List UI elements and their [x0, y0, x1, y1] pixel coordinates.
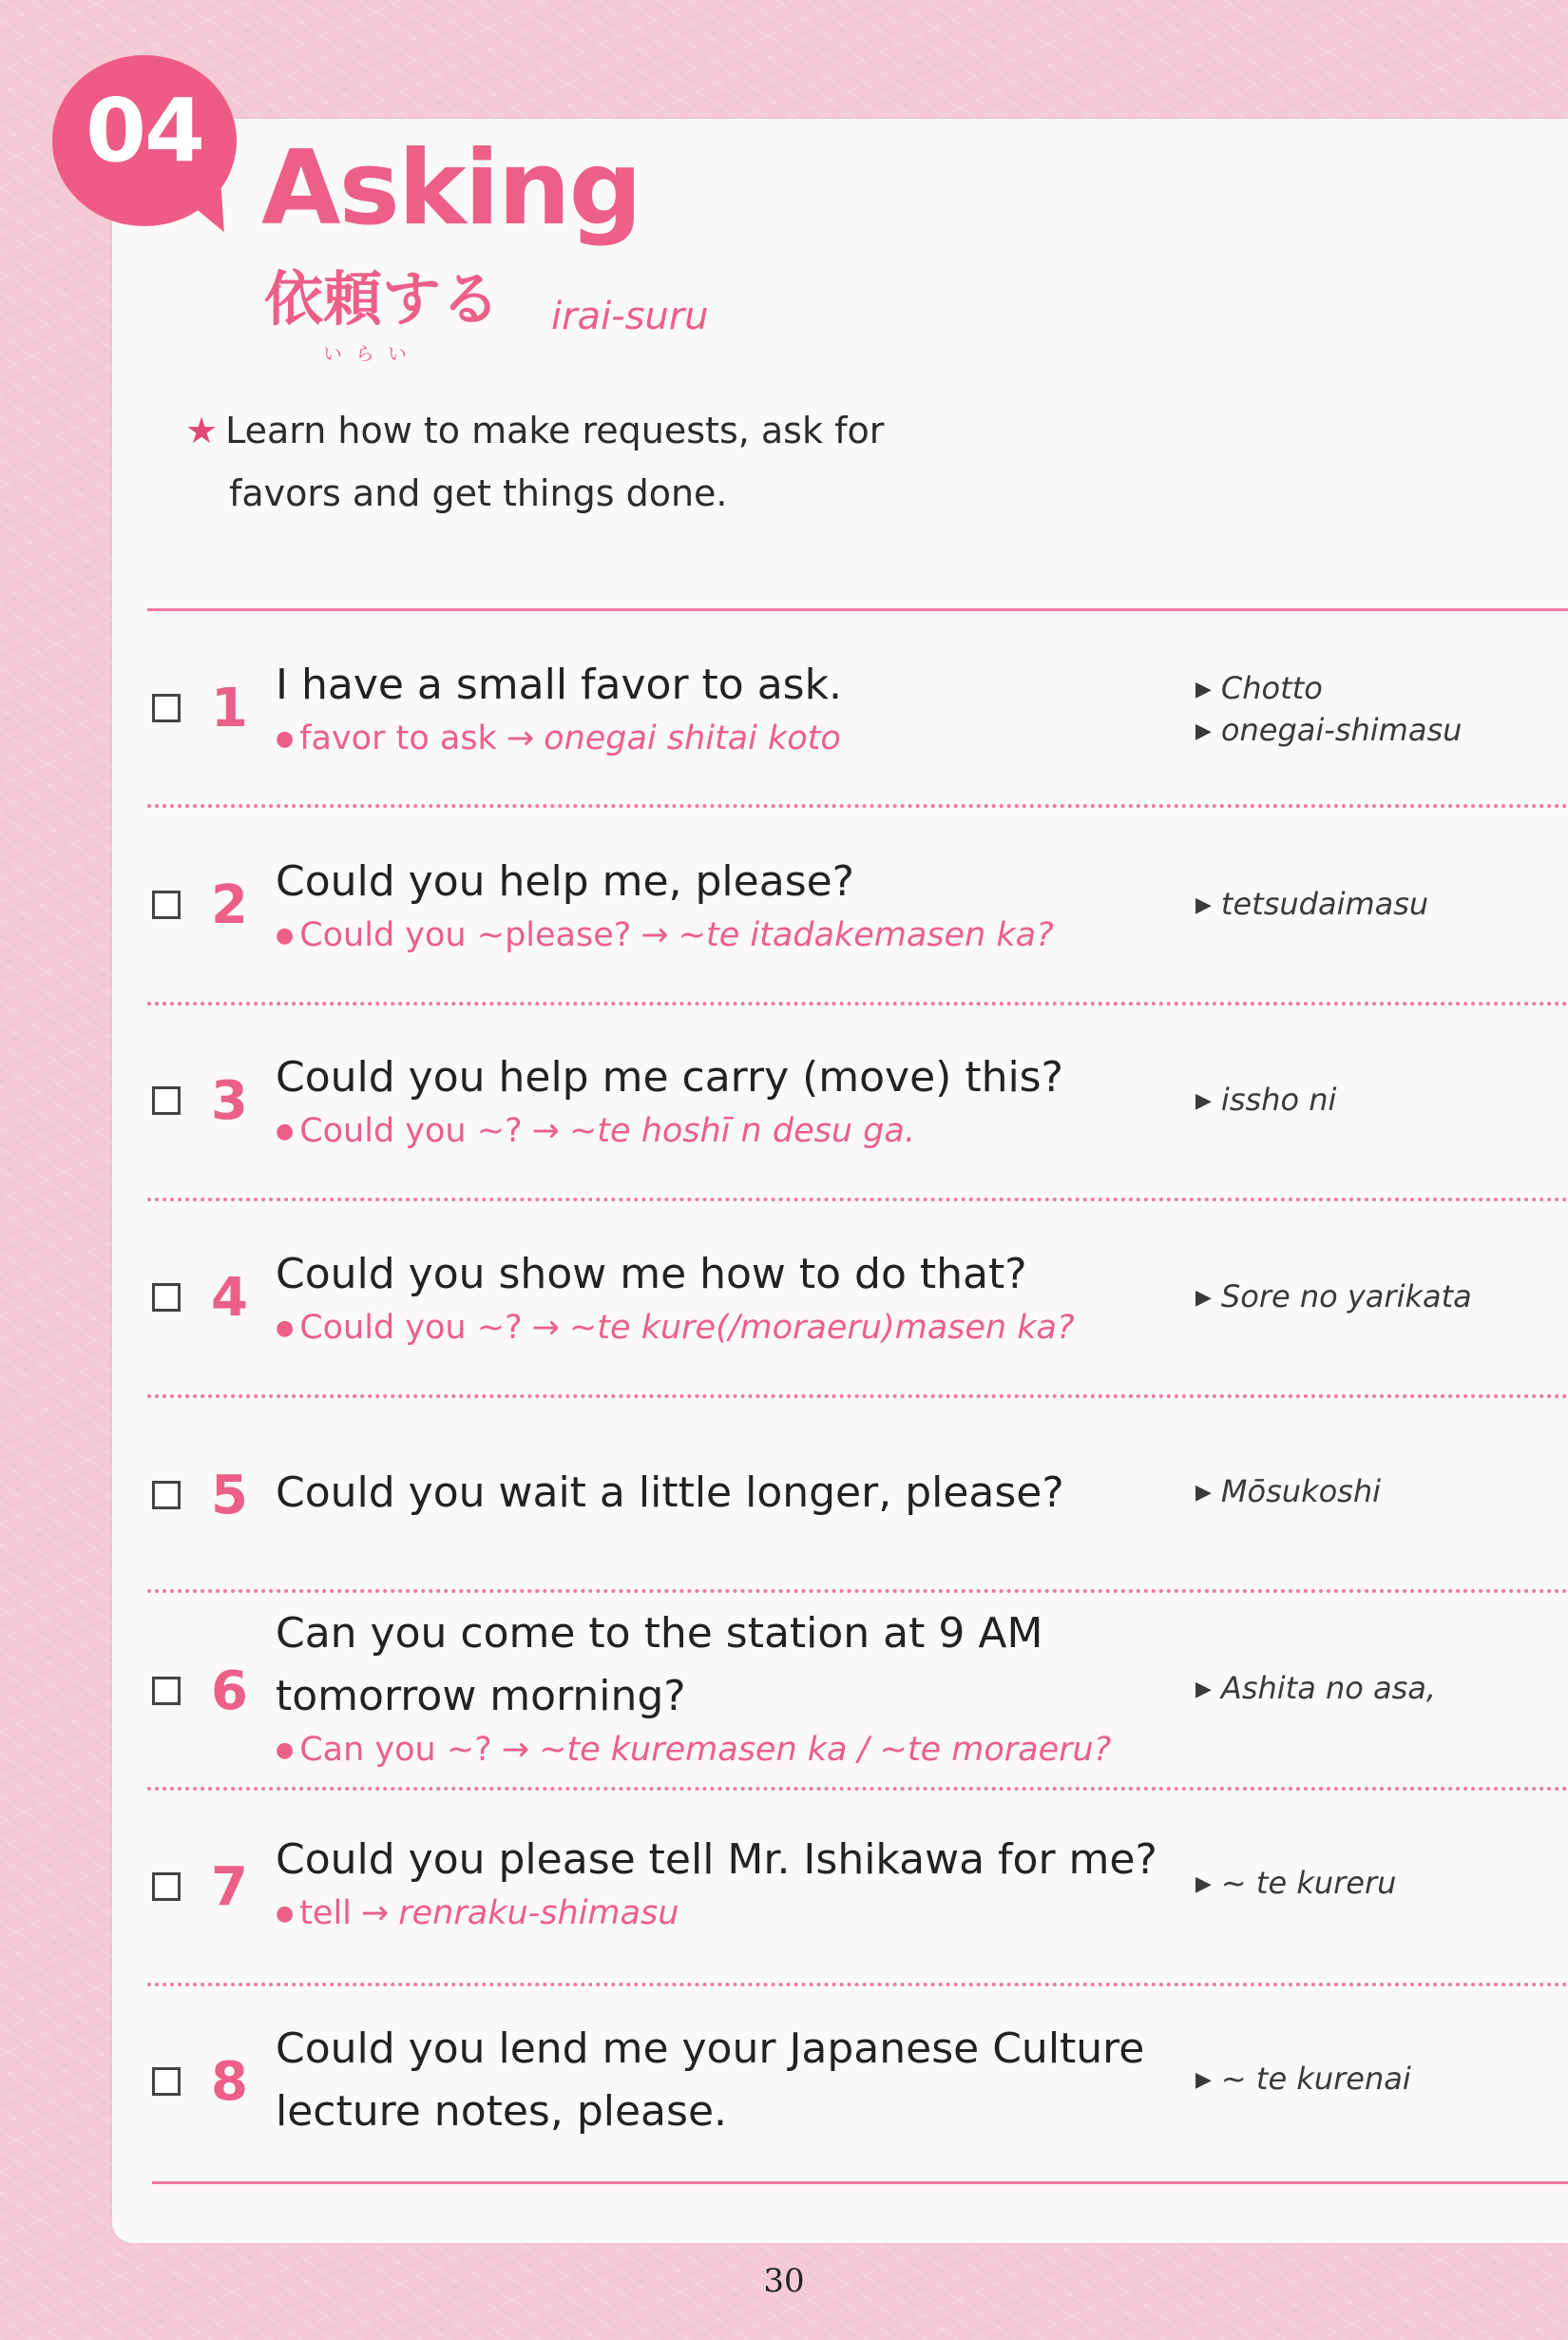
hint-japanese: ~te kuremasen ka / ~te moraeru? — [539, 1731, 1112, 1769]
hint-english: Could you ~? — [299, 1112, 523, 1150]
arrow-icon: → — [501, 1731, 530, 1769]
arrow-icon: → — [641, 916, 669, 954]
bullet-icon: ● — [276, 1316, 295, 1340]
hint-english: tell — [299, 1894, 352, 1932]
item-checkbox[interactable] — [152, 1872, 181, 1901]
item-hint — [276, 1112, 915, 1150]
side-note: Sore no yarikata — [1220, 1278, 1472, 1314]
section-rule-top — [147, 608, 1568, 611]
item-phrase-line: I have a small favor to ask. — [276, 661, 843, 709]
item-phrase-line: Could you help me carry (move) this? — [276, 1053, 1063, 1102]
triangle-icon: ▶ — [1195, 2068, 1212, 2092]
side-note: Mōsukoshi — [1220, 1473, 1382, 1509]
lesson-title-ruby: いらい — [323, 342, 420, 365]
item-checkbox[interactable] — [152, 1481, 181, 1509]
hint-english: Could you ~please? — [299, 916, 632, 954]
item-checkbox[interactable] — [152, 694, 181, 722]
item-hint — [276, 1731, 1112, 1769]
side-note: onegai-shimasu — [1220, 712, 1463, 748]
item-side-notes — [1195, 668, 1462, 752]
bullet-icon: ● — [276, 924, 295, 948]
side-note: tetsudaimasu — [1220, 886, 1429, 922]
arrow-icon: → — [506, 719, 535, 758]
arrow-icon: → — [531, 1309, 560, 1347]
item-side-notes — [1195, 1668, 1436, 1710]
side-note: ~ te kurenai — [1220, 2061, 1411, 2097]
page-number: 30 — [763, 2262, 805, 2300]
intro-line-1: Learn how to make requests, ask for — [225, 410, 885, 451]
lesson-title-japanese: 依頼する — [264, 264, 501, 334]
intro-line-2: favors and get things done. — [229, 472, 728, 514]
hint-english: Can you ~? — [299, 1731, 492, 1769]
item-number: 7 — [211, 1856, 248, 1918]
item-divider — [147, 1198, 1568, 1201]
hint-english: favor to ask — [299, 719, 497, 758]
item-phrase-line: Could you show me how to do that? — [276, 1250, 1027, 1298]
lesson-title-romaji: irai-suru — [551, 295, 709, 338]
item-number: 5 — [211, 1465, 248, 1526]
hint-japanese: renraku-shimasu — [398, 1894, 679, 1932]
triangle-icon: ▶ — [1195, 1089, 1212, 1113]
item-checkbox[interactable] — [152, 891, 181, 919]
item-phrase-line: Could you help me, please? — [276, 857, 855, 906]
item-number: 6 — [211, 1660, 248, 1722]
side-note: issho ni — [1220, 1082, 1337, 1118]
item-divider — [147, 1983, 1568, 1986]
item-hint — [276, 1309, 1075, 1347]
item-phrase-line: Could you wait a little longer, please? — [276, 1468, 1064, 1517]
item-divider — [147, 1002, 1568, 1006]
side-note: Chotto — [1220, 670, 1323, 706]
bullet-icon: ● — [276, 1902, 295, 1926]
item-side-notes — [1195, 1471, 1381, 1513]
item-side-notes — [1195, 1080, 1336, 1122]
section-rule-bottom — [152, 2181, 1568, 2184]
arrow-icon: → — [360, 1894, 390, 1932]
item-phrase-line-2: lecture notes, please. — [276, 2087, 727, 2136]
bullet-icon: ● — [276, 1738, 295, 1762]
item-checkbox[interactable] — [152, 2067, 181, 2096]
hint-japanese: ~te kure(/moraeru)masen ka? — [568, 1309, 1075, 1347]
item-divider — [147, 1787, 1568, 1791]
item-number: 4 — [211, 1267, 248, 1329]
item-checkbox[interactable] — [152, 1283, 181, 1312]
triangle-icon: ▶ — [1195, 1678, 1212, 1701]
item-side-notes — [1195, 2059, 1411, 2100]
bullet-icon: ● — [276, 1120, 295, 1143]
item-phrase-line-1: Can you come to the station at 9 AM — [276, 1609, 1043, 1658]
item-number: 8 — [211, 2051, 248, 2113]
hint-japanese: ~te itadakemasen ka? — [678, 916, 1054, 954]
side-note: Ashita no asa, — [1220, 1670, 1437, 1706]
item-number: 3 — [211, 1070, 248, 1132]
lesson-number: 04 — [85, 80, 204, 182]
lesson-title: Asking — [261, 129, 641, 248]
item-phrase-line: Could you please tell Mr. Ishikawa for me? — [276, 1835, 1157, 1884]
item-divider — [147, 804, 1568, 808]
lesson-intro — [185, 399, 1041, 525]
item-side-notes — [1195, 884, 1428, 926]
triangle-icon: ▶ — [1195, 1872, 1212, 1896]
item-side-notes — [1195, 1863, 1396, 1905]
star-icon: ★ — [185, 410, 219, 451]
item-number: 2 — [211, 874, 248, 936]
triangle-icon: ▶ — [1195, 1481, 1212, 1505]
item-divider — [147, 1394, 1568, 1398]
side-note: ~ te kureru — [1220, 1865, 1397, 1901]
hint-english: Could you ~? — [299, 1309, 523, 1347]
triangle-icon: ▶ — [1195, 893, 1212, 917]
bullet-icon: ● — [276, 727, 295, 751]
item-hint — [276, 1894, 679, 1932]
item-phrase-line-1: Could you lend me your Japanese Culture — [276, 2024, 1145, 2073]
hint-japanese: onegai shitai koto — [544, 719, 841, 758]
item-phrase-line-2: tomorrow morning? — [276, 1672, 686, 1720]
item-divider — [147, 1589, 1568, 1593]
triangle-icon: ▶ — [1195, 1286, 1212, 1310]
item-hint — [276, 719, 841, 758]
triangle-icon: ▶ — [1195, 719, 1212, 743]
item-number: 1 — [211, 678, 248, 739]
item-checkbox[interactable] — [152, 1086, 181, 1115]
item-hint — [276, 916, 1054, 954]
hint-japanese: ~te hoshī n desu ga. — [568, 1112, 915, 1150]
triangle-icon: ▶ — [1195, 678, 1212, 701]
item-checkbox[interactable] — [152, 1677, 181, 1705]
arrow-icon: → — [531, 1112, 560, 1150]
item-side-notes — [1195, 1276, 1472, 1318]
